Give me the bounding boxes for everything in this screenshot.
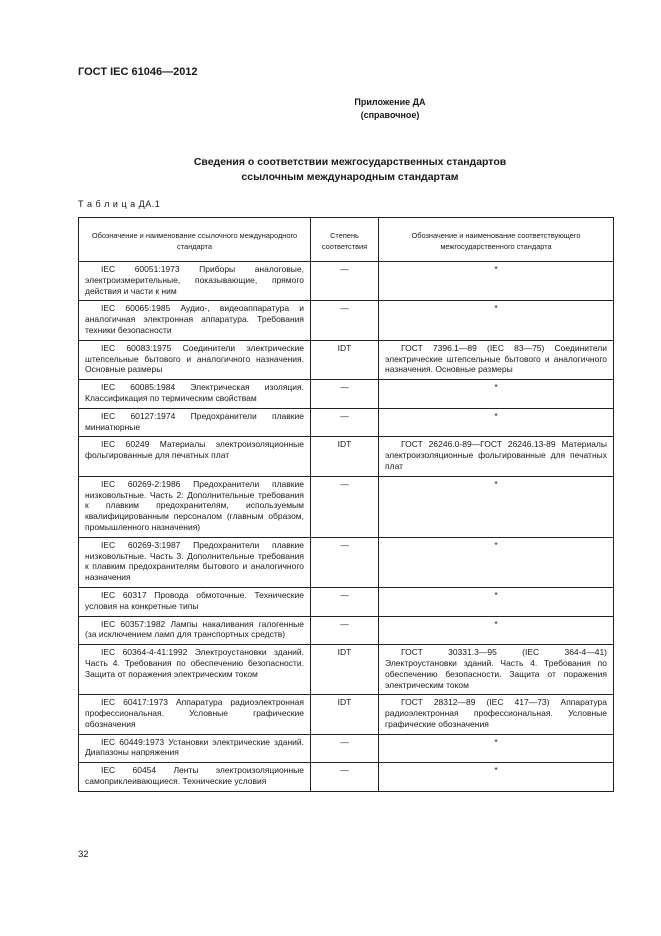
- international-standard-cell: IEC 60449:1973 Установки электрические зданий. Диапазоны напряжения: [79, 734, 311, 763]
- degree-cell: —: [311, 380, 379, 409]
- international-standard-cell: IEC 60065:1985 Аудио-, видеоаппаратура и аналогичная электронная аппаратура. Требования техники безопасности: [79, 301, 311, 340]
- table-row: [79, 695, 614, 734]
- international-standard-cell: IEC 60085:1984 Электрическая изоляция. Классификация по термическим свойствам: [79, 380, 311, 409]
- degree-cell: —: [311, 763, 379, 792]
- interstate-standard-cell: *: [379, 537, 614, 587]
- international-standard-cell: IEC 60083:1975 Соединители электрические штепсельные бытового и аналогичного назначения. Основные размеры: [79, 340, 311, 379]
- interstate-standard-cell: *: [379, 408, 614, 437]
- table-row: [79, 437, 614, 476]
- table-caption: Т а б л и ц а ДА.1: [78, 199, 161, 209]
- table-row: [79, 645, 614, 695]
- international-standard-cell: IEC 60364-4-41:1992 Электроустановки зданий. Часть 4. Требования по обеспечению безопасности. Защита от поражения электрическим током: [79, 645, 311, 695]
- table-row: [79, 301, 614, 340]
- international-standard-cell: IEC 60249 Материалы электроизоляционные фольгированные для печатных плат: [79, 437, 311, 476]
- interstate-standard-cell: *: [379, 734, 614, 763]
- degree-cell: —: [311, 537, 379, 587]
- table-row: [79, 763, 614, 792]
- degree-cell: —: [311, 262, 379, 301]
- table-row: [79, 262, 614, 301]
- page-number: 32: [78, 849, 89, 860]
- interstate-standard-cell: *: [379, 587, 614, 616]
- column-header-international: Обозначение и наименование ссылочного международного стандарта: [79, 218, 311, 262]
- annex-heading: [240, 96, 540, 122]
- document-header: ГОСТ IEC 61046—2012: [78, 66, 198, 78]
- section-title-line-1: Сведения о соответствии межгосударственных стандартов: [193, 156, 507, 168]
- degree-cell: —: [311, 301, 379, 340]
- correspondence-table: [78, 217, 614, 792]
- degree-cell: IDT: [311, 340, 379, 379]
- degree-cell: IDT: [311, 437, 379, 476]
- interstate-standard-cell: *: [379, 476, 614, 537]
- table-row: [79, 408, 614, 437]
- interstate-standard-cell: ГОСТ 28312—89 (IEC 417—73) Аппаратура радиоэлектронная профессиональная. Условные графические обозначения: [379, 695, 614, 734]
- column-header-interstate: Обозначение и наименование соответствующего межгосударственного стандарта: [379, 218, 614, 262]
- degree-cell: —: [311, 734, 379, 763]
- table-row: [79, 380, 614, 409]
- interstate-standard-cell: ГОСТ 26246.0-89—ГОСТ 26246.13-89 Материалы электроизоляционные фольгированные для печатных плат: [379, 437, 614, 476]
- degree-cell: —: [311, 616, 379, 645]
- international-standard-cell: IEC 60269-3:1987 Предохранители плавкие низковольтные. Часть 3. Дополнительные требования к плавким предохранителям бытового и аналогичного назначения: [79, 537, 311, 587]
- table-row: [79, 734, 614, 763]
- international-standard-cell: IEC 60454 Ленты электроизоляционные самоприклеивающиеся. Технические условия: [79, 763, 311, 792]
- interstate-standard-cell: ГОСТ 7396.1—89 (IEC 83—75) Соединители электрические штепсельные бытового и аналогичного назначения. Основные размеры: [379, 340, 614, 379]
- international-standard-cell: IEC 60357:1982 Лампы накаливания галогенные (за исключением ламп для транспортных средств): [79, 616, 311, 645]
- interstate-standard-cell: ГОСТ 30331.3—95 (IEC 364-4—41) Электроустановки зданий. Часть 4. Требования по обеспечению безопасности. Защита от поражения электрическим током: [379, 645, 614, 695]
- interstate-standard-cell: *: [379, 380, 614, 409]
- degree-cell: IDT: [311, 695, 379, 734]
- column-header-degree: Степень соответствия: [311, 218, 379, 262]
- table-row: [79, 340, 614, 379]
- section-title: [120, 155, 580, 185]
- degree-cell: —: [311, 476, 379, 537]
- international-standard-cell: IEC 60127:1974 Предохранители плавкие миниатюрные: [79, 408, 311, 437]
- table-row: [79, 616, 614, 645]
- international-standard-cell: IEC 60317 Провода обмоточные. Технические условия на конкретные типы: [79, 587, 311, 616]
- degree-cell: —: [311, 587, 379, 616]
- interstate-standard-cell: *: [379, 262, 614, 301]
- international-standard-cell: IEC 60417:1973 Аппаратура радиоэлектронная профессиональная. Условные графические обозначения: [79, 695, 311, 734]
- interstate-standard-cell: *: [379, 301, 614, 340]
- annex-subtitle: (справочное): [360, 110, 420, 120]
- degree-cell: IDT: [311, 645, 379, 695]
- international-standard-cell: IEC 60269-2:1986 Предохранители плавкие низковольтные. Часть 2: Дополнительные требования к плавким предохранителям, используемым квалифицированным персоналом (главным образом, промышленного назначения): [79, 476, 311, 537]
- interstate-standard-cell: *: [379, 616, 614, 645]
- table-row: [79, 587, 614, 616]
- table-row: [79, 537, 614, 587]
- interstate-standard-cell: *: [379, 763, 614, 792]
- degree-cell: —: [311, 408, 379, 437]
- table-header-row: [79, 218, 614, 262]
- table-row: [79, 476, 614, 537]
- annex-title: Приложение ДА: [354, 97, 426, 107]
- international-standard-cell: IEC 60051:1973 Приборы аналоговые, электроизмерительные, показывающие, прямого действия и части к ним: [79, 262, 311, 301]
- section-title-line-2: ссылочным международным стандартам: [241, 171, 459, 183]
